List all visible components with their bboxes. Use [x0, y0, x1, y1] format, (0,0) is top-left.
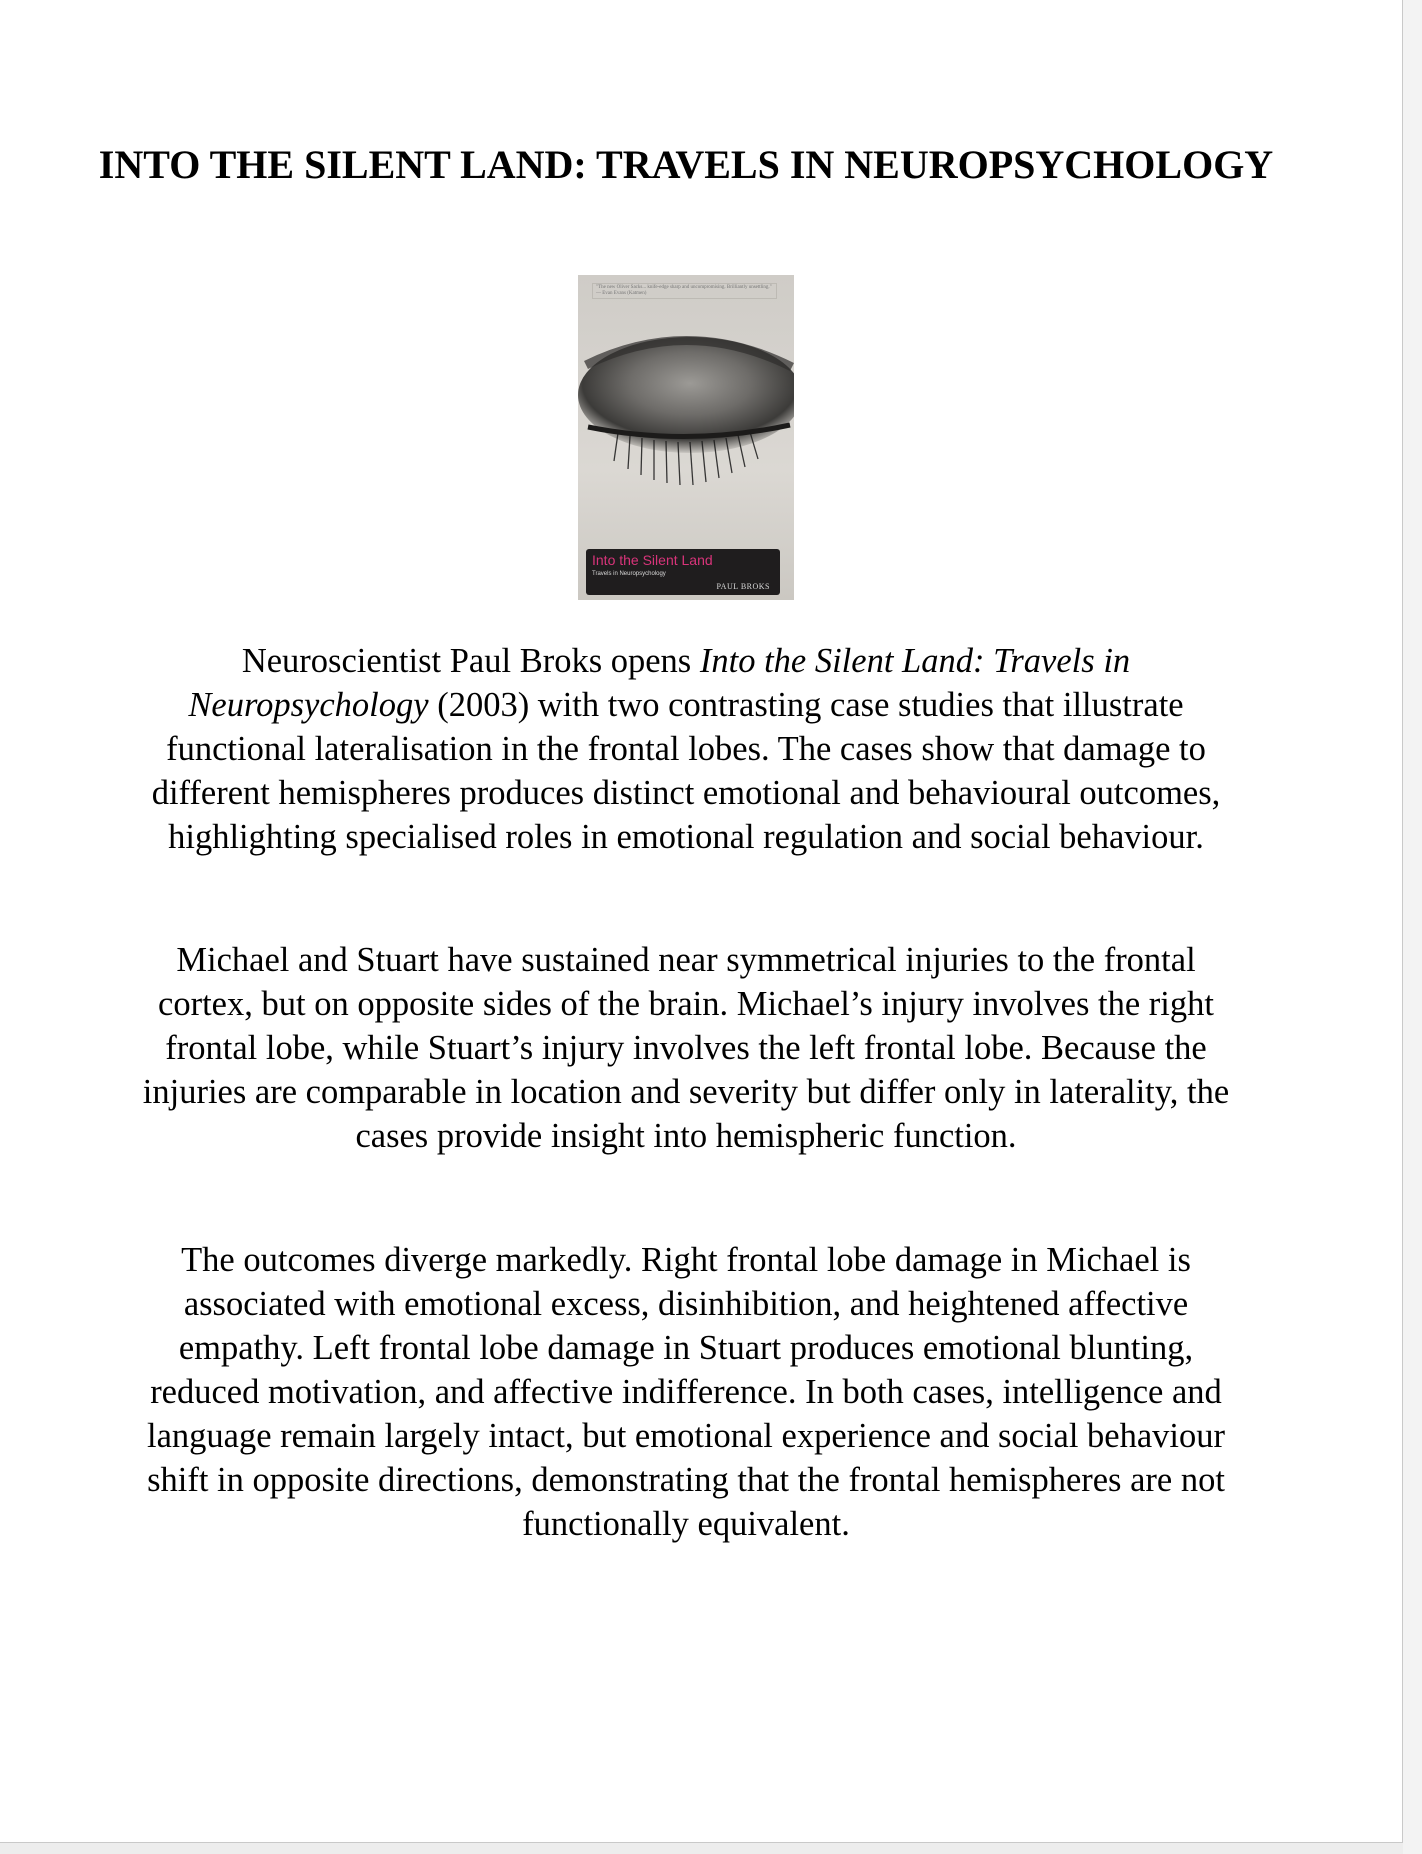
paragraph-1: [138, 639, 1234, 859]
cover-quote: "The new Oliver Sacks... knife-edge sharp and uncompromising. Brilliantly unsettling." — Evan Evans (Katmen): [592, 283, 777, 299]
book-title-italic: Into the Silent Land: Travels in Neuropsychology: [188, 642, 1131, 724]
cover-title-band: [586, 549, 780, 595]
cover-author: PAUL BROKS: [716, 582, 770, 591]
paragraph-1-rest: (2003) with two contrasting case studies that illustrate functional lateralisation in the frontal lobes. The cases show that damage to different hemispheres produces distinct emotional and behavioural outcomes, highlighting specialised roles in emotional regulation and social behaviour.: [151, 686, 1221, 856]
cover-title: Into the Silent Land: [592, 552, 713, 568]
paragraph-3: The outcomes diverge markedly. Right frontal lobe damage in Michael is associated with emotional excess, disinhibition, and heightened affective empathy. Left frontal lobe damage in Stuart produces emotional blunting, reduced motivation, and affective indifference. In both cases, intelligence and language remain largely intact, but emotional experience and social behaviour shift in opposite directions, demonstrating that the frontal hemispheres are not functionally equivalent.: [146, 1241, 1226, 1543]
book-cover-image: [578, 275, 794, 600]
viewer-edge: [1403, 0, 1422, 1854]
paragraph-1-lead: Neuroscientist Paul Broks opens: [241, 642, 700, 680]
document-title: INTO THE SILENT LAND: TRAVELS IN NEUROPSYCHOLOGY: [98, 142, 1274, 187]
cover-subtitle: Travels in Neuropsychology: [592, 571, 666, 577]
paragraph-2: Michael and Stuart have sustained near symmetrical injuries to the frontal cortex, but on opposite sides of the brain. Michael’s injury involves the right frontal lobe, while Stuart’s injury involves the left frontal lobe. Because the injuries are comparable in location and severity but differ only in laterality, the cases provide insight into hemispheric function.: [142, 941, 1230, 1155]
